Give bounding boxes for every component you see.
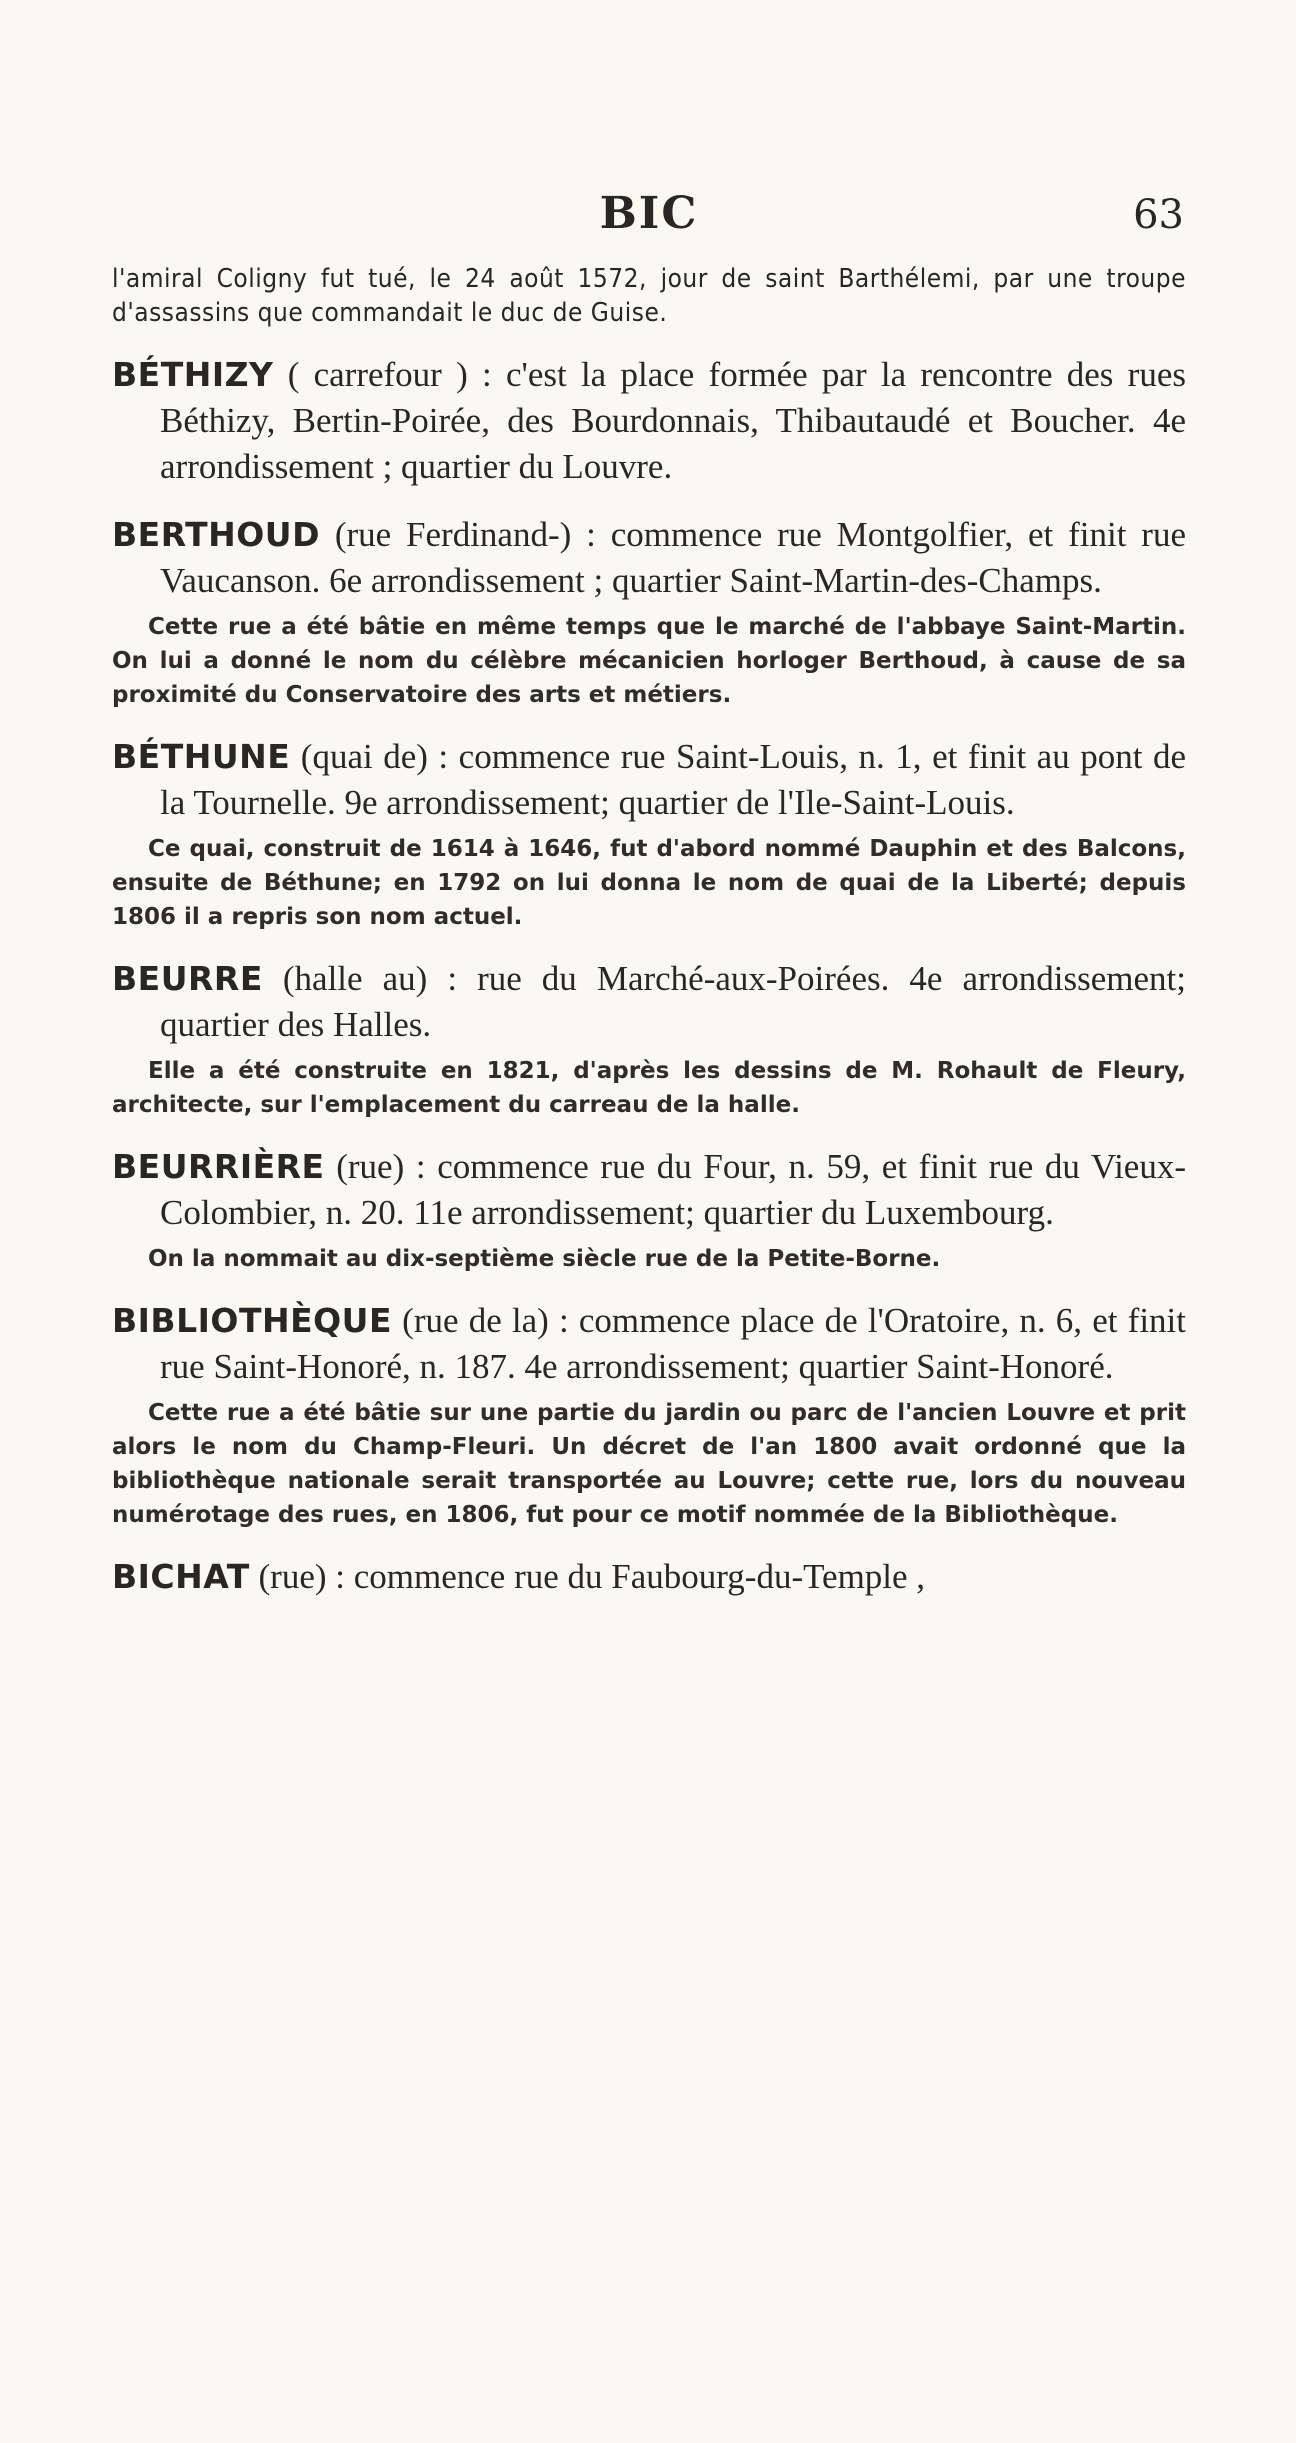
entry-headword: BÉTHUNE <box>112 737 291 776</box>
entry-main <box>112 1144 1186 1236</box>
entry-beurriere <box>112 1144 1186 1276</box>
entry-note: Cette rue a été bâtie en même temps que le marché de l'abbaye Saint-Martin. On lui a donné le nom du célèbre mécanicien horloger Berthoud, à cause de sa proximité du Conservatoire des arts et métiers. <box>112 614 1186 708</box>
entry-note: Elle a été construite en 1821, d'après les dessins de M. Rohault de Fleury, architecte, sur l'emplacement du carreau de la halle. <box>112 1058 1186 1118</box>
entry-headword: BIBLIOTHÈQUE <box>112 1301 393 1340</box>
entry-headword: BERTHOUD <box>112 515 320 554</box>
entry-headword: BEURRE <box>112 959 263 998</box>
entry-headword: BÉTHIZY <box>112 355 274 394</box>
entry-headword: BEURRIÈRE <box>112 1147 325 1186</box>
entry-text: (rue) : commence rue du Four, n. 59, et finit rue du Vieux-Colombier, n. 20. 11e arrondissement; quartier du Luxembourg. <box>160 1147 1186 1232</box>
page-number: 63 <box>1133 192 1184 238</box>
entry-text: (halle au) : rue du Marché-aux-Poirées. 4e arrondissement; quartier des Halles. <box>160 959 1186 1044</box>
entry-main <box>112 956 1186 1048</box>
entry-headword: BICHAT <box>112 1557 250 1596</box>
carryover-text: l'amiral Coligny fut tué, le 24 août 1572, jour de saint Barthélemi, par une troupe d'assassins que commandait le duc de Guise. <box>112 264 1186 328</box>
entry-main <box>112 512 1186 604</box>
entry-berthoud <box>112 512 1186 712</box>
running-title: BIC <box>599 188 699 239</box>
entry-main <box>112 352 1186 490</box>
entry-text: (quai de) : commence rue Saint-Louis, n. 1, et finit au pont de la Tournelle. 9e arrondissement; quartier de l'Ile-Saint-Louis. <box>160 737 1186 822</box>
running-head <box>112 188 1186 248</box>
entry-beurre <box>112 956 1186 1122</box>
entry-main <box>112 1298 1186 1390</box>
entry-bichat <box>112 1554 1186 1600</box>
entry-note: On la nommait au dix-septième siècle rue de la Petite-Borne. <box>148 1246 941 1272</box>
entry-main <box>112 1554 1186 1600</box>
entry-bethune <box>112 734 1186 934</box>
entry-text: ( carrefour ) : c'est la place formée par la rencontre des rues Béthizy, Bertin-Poirée, des Bourdonnais, Thibautaudé et Boucher. 4e arrondissement ; quartier du Louvre. <box>160 355 1186 486</box>
entry-bibliotheque <box>112 1298 1186 1532</box>
entry-text: (rue) : commence rue du Faubourg-du-Temple , <box>249 1557 926 1596</box>
entry-main <box>112 734 1186 826</box>
entry-note: Ce quai, construit de 1614 à 1646, fut d'abord nommé Dauphin et des Balcons, ensuite de Béthune; en 1792 on lui donna le nom de quai de la Liberté; depuis 1806 il a repris son nom actuel. <box>112 836 1186 930</box>
book-page <box>0 188 1296 2443</box>
entry-text: (rue Ferdinand-) : commence rue Montgolfier, et finit rue Vaucanson. 6e arrondissement ; quartier Saint-Martin-des-Champs. <box>160 515 1186 600</box>
entry-text: (rue de la) : commence place de l'Oratoire, n. 6, et finit rue Saint-Honoré, n. 187. 4e arrondissement; quartier Saint-Honoré. <box>160 1301 1186 1386</box>
entry-bethizy <box>112 352 1186 490</box>
entry-note: Cette rue a été bâtie sur une partie du jardin ou parc de l'ancien Louvre et prit alors le nom du Champ-Fleuri. Un décret de l'an 1800 avait ordonné que la bibliothèque nationale serait transportée au Louvre; cette rue, lors du nouveau numérotage des rues, en 1806, fut pour ce motif nommée de la Bibliothèque. <box>112 1400 1186 1528</box>
